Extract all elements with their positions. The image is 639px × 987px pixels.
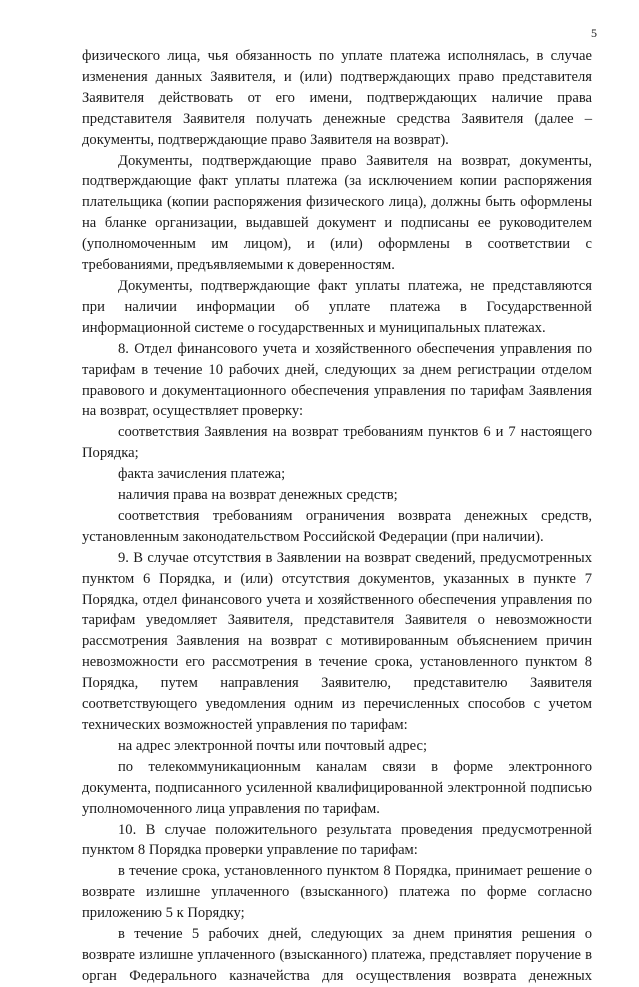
paragraph-item-8-check-1: соответствия Заявления на возврат требованиям пунктов 6 и 7 настоящего Порядка; [82,424,592,462]
paragraph-item-9: 9. В случае отсутствия в Заявлении на возврат сведений, предусмотренных пунктом 6 Порядка, и (или) отсутствия документов, указанных в пункте 7 Порядка, отдел финансового учета и хозяйственного обеспечения управления по тарифам уведомляет Заявителя, представителя Заявителя о невозможности рассмотрения Заявления на возврат с мотивированным объяснением причин невозможности его рассмотрения в течение срока, установленного пунктом 8 Порядка, путем направления Заявителю, представителю Заявителя соответствующего уведомления одним из перечисленных способов с учетом технических возможностей управления по тарифам: [82,549,592,733]
paragraph-item-8-check-2: факта зачисления платежа; [118,466,286,483]
paragraph-item-10-action-1: в течение срока, установленного пунктом 8 Порядка, принимает решение о возврате излишне уплаченного (взысканного) платежа по форме согласно приложению 5 к Порядку; [82,863,592,922]
paragraph-item-10-action-2: в течение 5 рабочих дней, следующих за днем принятия решения о возврате излишне уплаченного (взысканного) платежа, представляет поручение в орган Федерального казначейства для осуществления возврата денежных [82,926,592,984]
page-number: 5 [591,26,597,40]
paragraph-item-8-check-4: соответствия требованиям ограничения возврата денежных средств, установленным законодательством Российской Федерации (при наличии). [82,507,592,545]
paragraph-item-10: 10. В случае положительного результата проведения предусмотренной пунктом 8 Порядка проверки управление по тарифам: [82,821,592,859]
document-body [82,46,592,987]
paragraph-payment-info: Документы, подтверждающие факт уплаты платежа, не представляются при наличии информации об уплате платежа в Государственной информационной системе о государственных и муниципальных платежах. [82,277,592,336]
paragraph-item-9-method-2: по телекоммуникационным каналам связи в форме электронного документа, подписанного усиленной квалифицированной электронной подписью уполномоченного лица управления по тарифам. [82,758,592,817]
paragraph-item-8-check-3: наличия права на возврат денежных средств; [118,487,398,504]
paragraph-item-9-method-1: на адрес электронной почты или почтовый адрес; [118,737,428,754]
paragraph-continuation: физического лица, чья обязанность по уплате платежа исполнялась, в случае изменения данных Заявителя, и (или) подтверждающих право представителя Заявителя действовать от его имени, подтверждающих наличие права представителя Заявителя получать денежные средства Заявителя (далее – документы, подтверждающие право Заявителя на возврат). [82,48,592,148]
paragraph-document-requirements: Документы, подтверждающие право Заявителя на возврат, документы, подтверждающие факт уплаты платежа (за исключением копии распоряжения плательщика (копии распоряжения физического лица), должны быть оформлены на бланке организации, выдавшей документ и подписаны ее руководителем (уполномоченным им лицом), и (или) оформлены в соответствии с требованиями, предъявляемыми к доверенностям. [82,152,592,274]
paragraph-item-8: 8. Отдел финансового учета и хозяйственного обеспечения управления по тарифам в течение 10 рабочих дней, следующих за днем регистрации отделом правового и документационного обеспечения управления по тарифам Заявления на возврат, осуществляет проверку: [82,340,592,420]
